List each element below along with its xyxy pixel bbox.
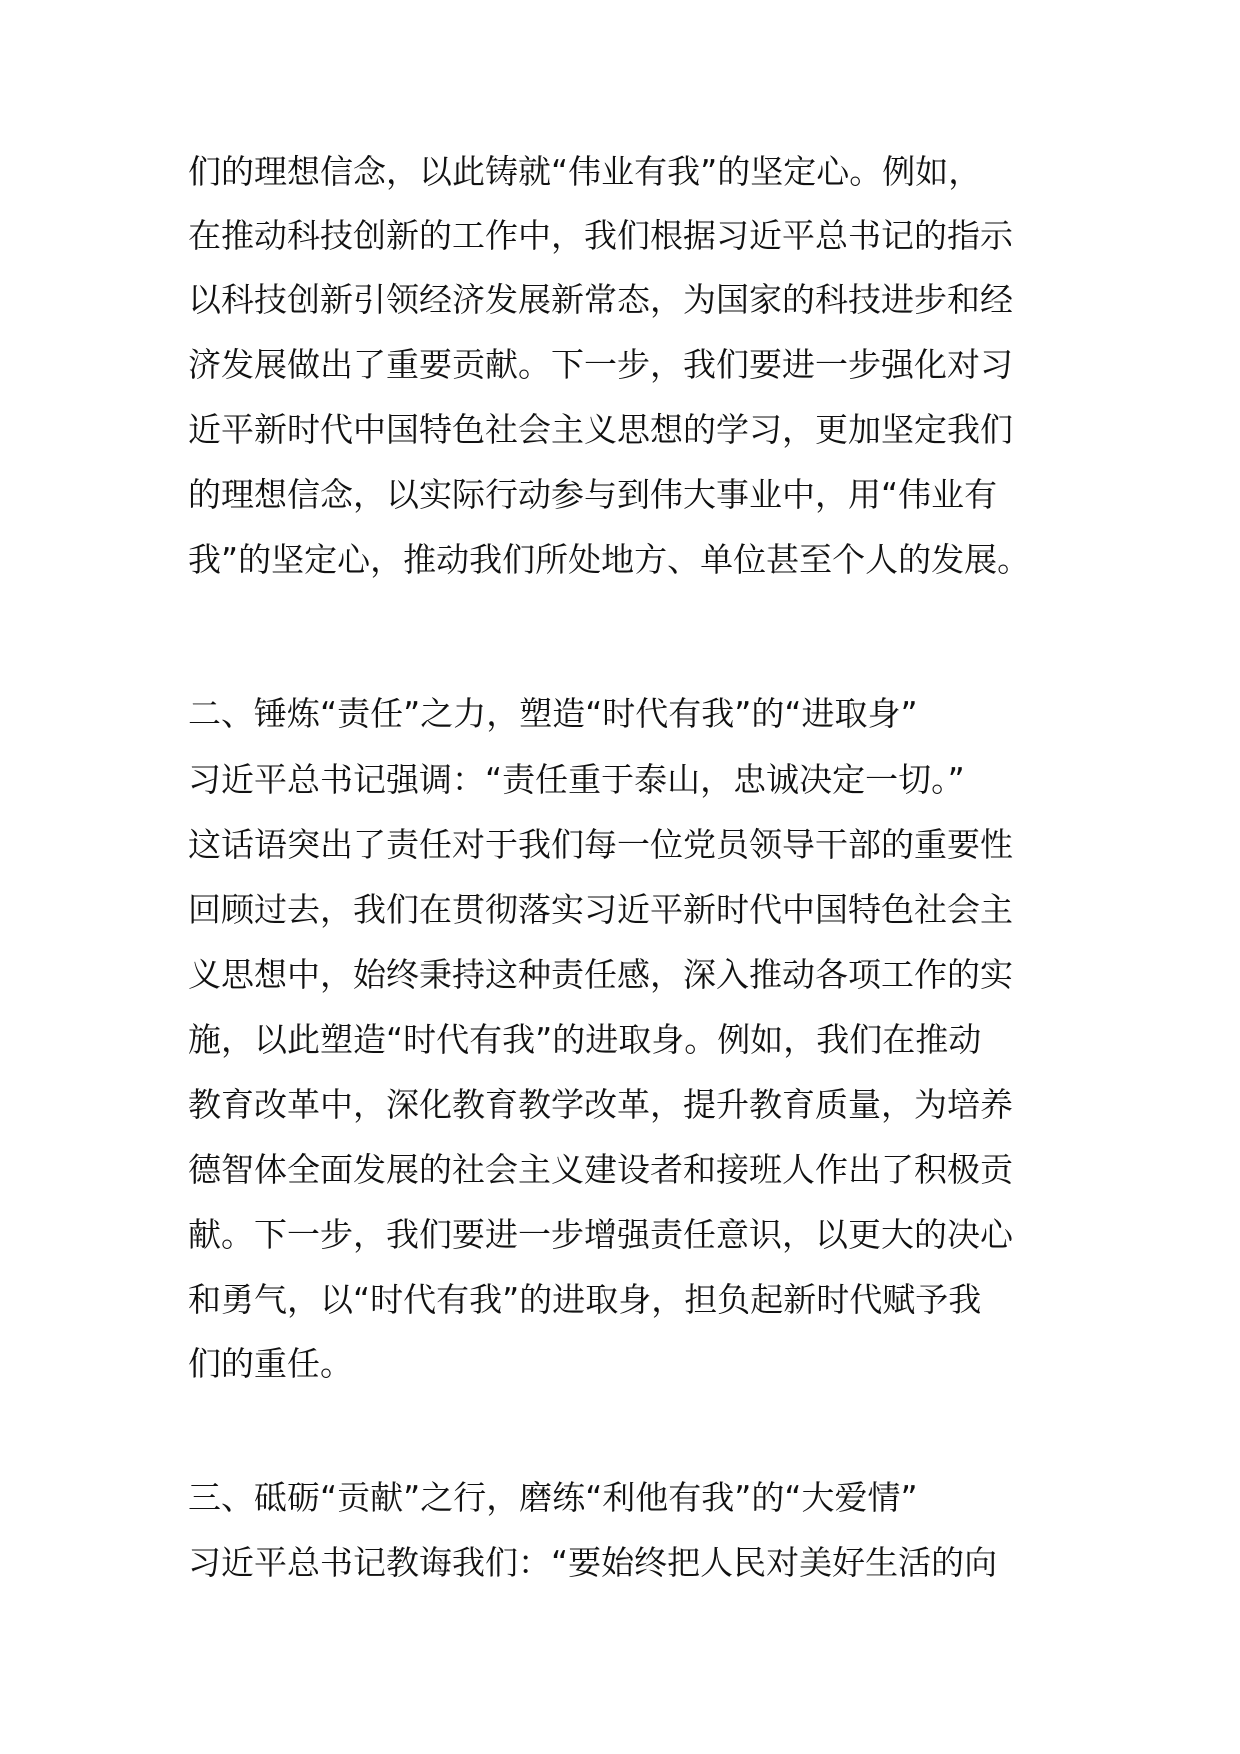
section-heading: 二、锤炼“责任”之力，塑造“时代有我”的“进取身” — [188, 694, 918, 733]
text-line: 回顾过去，我们在贯彻落实习近平新时代中国特色社会主 — [188, 890, 1013, 929]
text-line: 在推动科技创新的工作中，我们根据习近平总书记的指示 — [188, 216, 1013, 255]
text-line: 教育改革中，深化教育教学改革，提升教育质量，为培养 — [188, 1085, 1013, 1124]
text-line: 的理想信念，以实际行动参与到伟大事业中，用“伟业有 — [188, 475, 998, 514]
text-line: 献。下一步，我们要进一步增强责任意识，以更大的决心 — [188, 1215, 1013, 1254]
text-line: 以科技创新引领经济发展新常态，为国家的科技进步和经 — [188, 280, 1013, 319]
text-line: 习近平总书记强调：“责任重于泰山，忠诚决定一切。” — [188, 760, 965, 799]
text-line: 济发展做出了重要贡献。下一步，我们要进一步强化对习 — [188, 345, 1013, 384]
text-line: 们的理想信念，以此铸就“伟业有我”的坚定心。例如， — [188, 152, 982, 191]
text-line: 我”的坚定心，推动我们所处地方、单位甚至个人的发展。 — [188, 540, 1031, 579]
section-heading: 三、砥砺“贡献”之行，磨练“利他有我”的“大爱情” — [188, 1478, 918, 1517]
text-line: 德智体全面发展的社会主义建设者和接班人作出了积极贡 — [188, 1150, 1013, 1189]
text-line: 们的重任。 — [188, 1344, 353, 1383]
text-line: 习近平总书记教诲我们：“要始终把人民对美好生活的向 — [188, 1543, 998, 1582]
text-line: 义思想中，始终秉持这种责任感，深入推动各项工作的实 — [188, 955, 1013, 994]
text-line: 这话语突出了责任对于我们每一位党员领导干部的重要性 — [188, 825, 1013, 864]
text-line: 近平新时代中国特色社会主义思想的学习，更加坚定我们 — [188, 410, 1013, 449]
text-line: 和勇气，以“时代有我”的进取身，担负起新时代赋予我 — [188, 1280, 982, 1319]
text-line: 施，以此塑造“时代有我”的进取身。例如，我们在推动 — [188, 1020, 982, 1059]
